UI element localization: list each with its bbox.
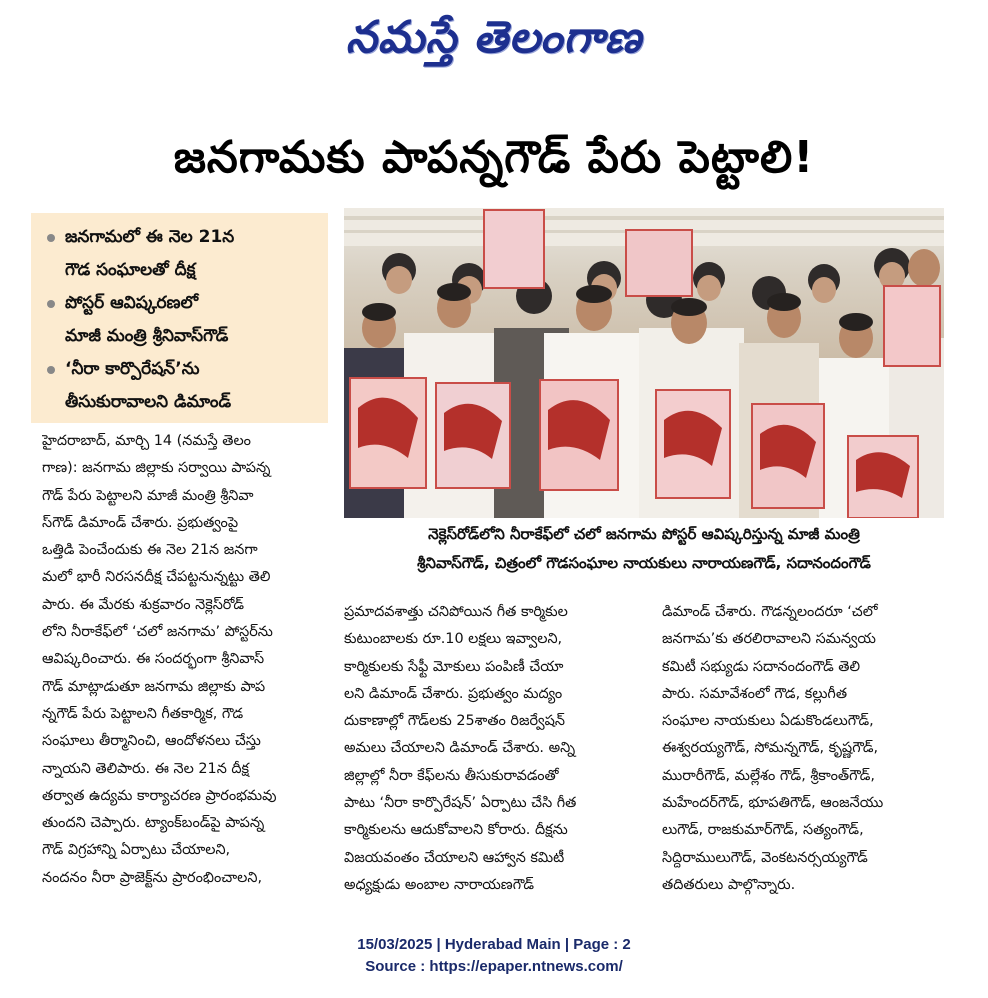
article-line: మలో భారీ నిరసనదీక్ష చేపట్టనున్నట్టు తెలి	[42, 569, 271, 586]
article-line: కుటుంబాలకు రూ.10 లక్షలు ఇవ్వాలని,	[344, 631, 563, 648]
highlight-item: పోస్టర్ ఆవిష్కరణలో	[45, 287, 318, 320]
article-line: సంఘాలు తీర్మానించి, ఆందోళనలు చేస్తు	[42, 733, 261, 750]
article-line: అమలు చేయాలని డిమాండ్ చేశారు. అన్ని	[344, 740, 576, 757]
article-line: డిమాండ్ చేశారు. గౌడన్నలందరూ ‘చలో	[662, 604, 878, 620]
article-line: తదితరులు పాల్గొన్నారు.	[662, 876, 796, 893]
article-line: పారు. సమావేశంలో గౌడ, కల్లుగీత	[662, 685, 848, 702]
news-photo	[344, 208, 944, 518]
article-line: కమిటీ సభ్యుడు సదానందంగౌడ్ తెలి	[662, 658, 861, 675]
source-link[interactable]: Source : https://epaper.ntnews.com/	[365, 958, 623, 975]
highlight-item-cont: మాజీ మంత్రి శ్రీనివాస్‌గౌడ్	[65, 326, 229, 346]
page-footer	[0, 934, 988, 978]
highlight-item: ‘నీరా కార్పొరేషన్’ను	[45, 353, 318, 386]
article-line: ఈశ్వరయ్యగౌడ్, సోమన్నగౌడ్, కృష్ణగౌడ్,	[662, 740, 879, 757]
highlights-box	[31, 213, 328, 423]
article-line: మురారీగౌడ్, మల్లేశం గౌడ్, శ్రీకాంత్‌గౌడ్,	[662, 767, 875, 784]
article-line: స్‌గౌడ్ డిమాండ్ చేశారు. ప్రభుత్వంపై	[42, 514, 239, 531]
highlight-item-cont: గౌడ సంఘాలతో దీక్ష	[65, 260, 196, 280]
article-line: ప్రమాదవశాత్తు చనిపోయిన గీత కార్మికుల	[344, 604, 568, 620]
article-line: లోని నీరాకేఫ్‌లో ‘చలో జనగామ’ పోస్టర్‌ను	[42, 624, 273, 641]
article-line: సంఘాల నాయకులు ఏడుకొండలుగౌడ్,	[662, 713, 874, 730]
article-line: పారు. ఈ మేరకు శుక్రవారం నెక్లెస్‌రోడ్	[42, 596, 245, 613]
article-line: అధ్యక్షుడు అంబాల నారాయణగౌడ్	[344, 876, 535, 893]
article-line: విజయవంతం చేయాలని ఆహ్వాన కమిటీ	[344, 849, 565, 866]
article-line: లని డిమాండ్ చేశారు. ప్రభుత్వం మద్యం	[344, 685, 563, 702]
article-line: గాణ): జనగామ జిల్లాకు సర్వాయి పాపన్న	[42, 460, 271, 477]
highlight-item: జనగామలో ఈ నెల 21న	[45, 221, 318, 254]
article-line: కార్మికులను ఆదుకోవాలని కోరారు. దీక్షను	[344, 822, 568, 839]
article-line: దుకాణాల్లో గౌడ్‌లకు 25శాతం రిజర్వేషన్	[344, 713, 565, 730]
article-line: న్నగౌడ్ పేరు పెట్టాలని గీతకార్మిక, గౌడ	[42, 705, 244, 722]
article-line: పాటు ‘నీరా కార్పొరేషన్’ ఏర్పాటు చేసి గీత	[344, 795, 577, 812]
photo-caption-line: శ్రీనివాస్‌గౌడ్, చిత్రంలో గౌడసంఘాల నాయకులు నారాయణగౌడ్, సదానందంగౌడ్	[417, 554, 871, 572]
article-line: జనగామ’కు తరలిరావాలని సమన్వయ	[662, 631, 876, 648]
article-line: కార్మికులకు సేఫ్టీ మోకులు పంపిణీ చేయా	[344, 658, 564, 675]
article-line: మహేందర్‌గౌడ్, భూపతిగౌడ్, ఆంజనేయు	[662, 795, 884, 812]
article-column-1	[42, 428, 328, 892]
masthead-logo: నమస్తే తెలంగాణ	[345, 12, 643, 63]
photo-caption	[344, 520, 944, 578]
article-line: ఆవిష్కరించారు. ఈ సందర్భంగా శ్రీనివాస్	[42, 651, 265, 668]
article-line: గౌడ్ మాట్లాడుతూ జనగామ జిల్లాకు పాప	[42, 678, 266, 695]
article-line: ఒత్తిడి పెంచేందుకు ఈ నెల 21న జనగా	[42, 542, 258, 559]
highlight-item-cont: తీసుకురావాలని డిమాండ్	[65, 392, 232, 412]
page-title: జనగామకు పాపన్నగౌడ్ పేరు పెట్టాలి!	[173, 132, 815, 183]
article-column-2	[344, 599, 644, 899]
article-line: గౌడ్ పేరు పెట్టాలని మాజీ మంత్రి శ్రీనివా	[42, 487, 254, 504]
article-line: సిద్దిరాములుగౌడ్, వెంకటనర్సయ్యగౌడ్	[662, 849, 868, 866]
article-column-3	[662, 599, 944, 899]
article-line: న్నాయని తెలిపారు. ఈ నెల 21న దీక్ష	[42, 760, 250, 777]
article-line: జిల్లాల్లో నీరా కేఫ్‌లను తీసుకురావడంతో	[344, 767, 559, 784]
edition-info: 15/03/2025 | Hyderabad Main | Page : 2	[357, 936, 631, 953]
photo-caption-line: నెక్లెస్‌రోడ్‌లోని నీరాకేఫ్‌లో చలో జనగామ పోస్టర్ ఆవిష్కరిస్తున్న మాజీ మంత్రి	[428, 525, 860, 543]
article-line: లుగౌడ్, రాజకుమార్‌గౌడ్, సత్యంగౌడ్,	[662, 822, 864, 839]
article-line: హైదరాబాద్, మార్చి 14 (నమస్తే తెలం	[42, 433, 251, 449]
article-line: గౌడ్ విగ్రహాన్ని ఏర్పాటు చేయాలని,	[42, 842, 231, 859]
article-line: నందనం నీరా ప్రాజెక్ట్‌ను ప్రారంభించాలని,	[42, 869, 263, 886]
article-line: తుందని చెప్పారు. ట్యాంక్‌బండ్‌పై పాపన్న	[42, 815, 265, 832]
article-line: తర్వాత ఉద్యమ కార్యాచరణ ప్రారంభమవు	[42, 787, 277, 804]
group-photo-illustration	[344, 208, 944, 518]
